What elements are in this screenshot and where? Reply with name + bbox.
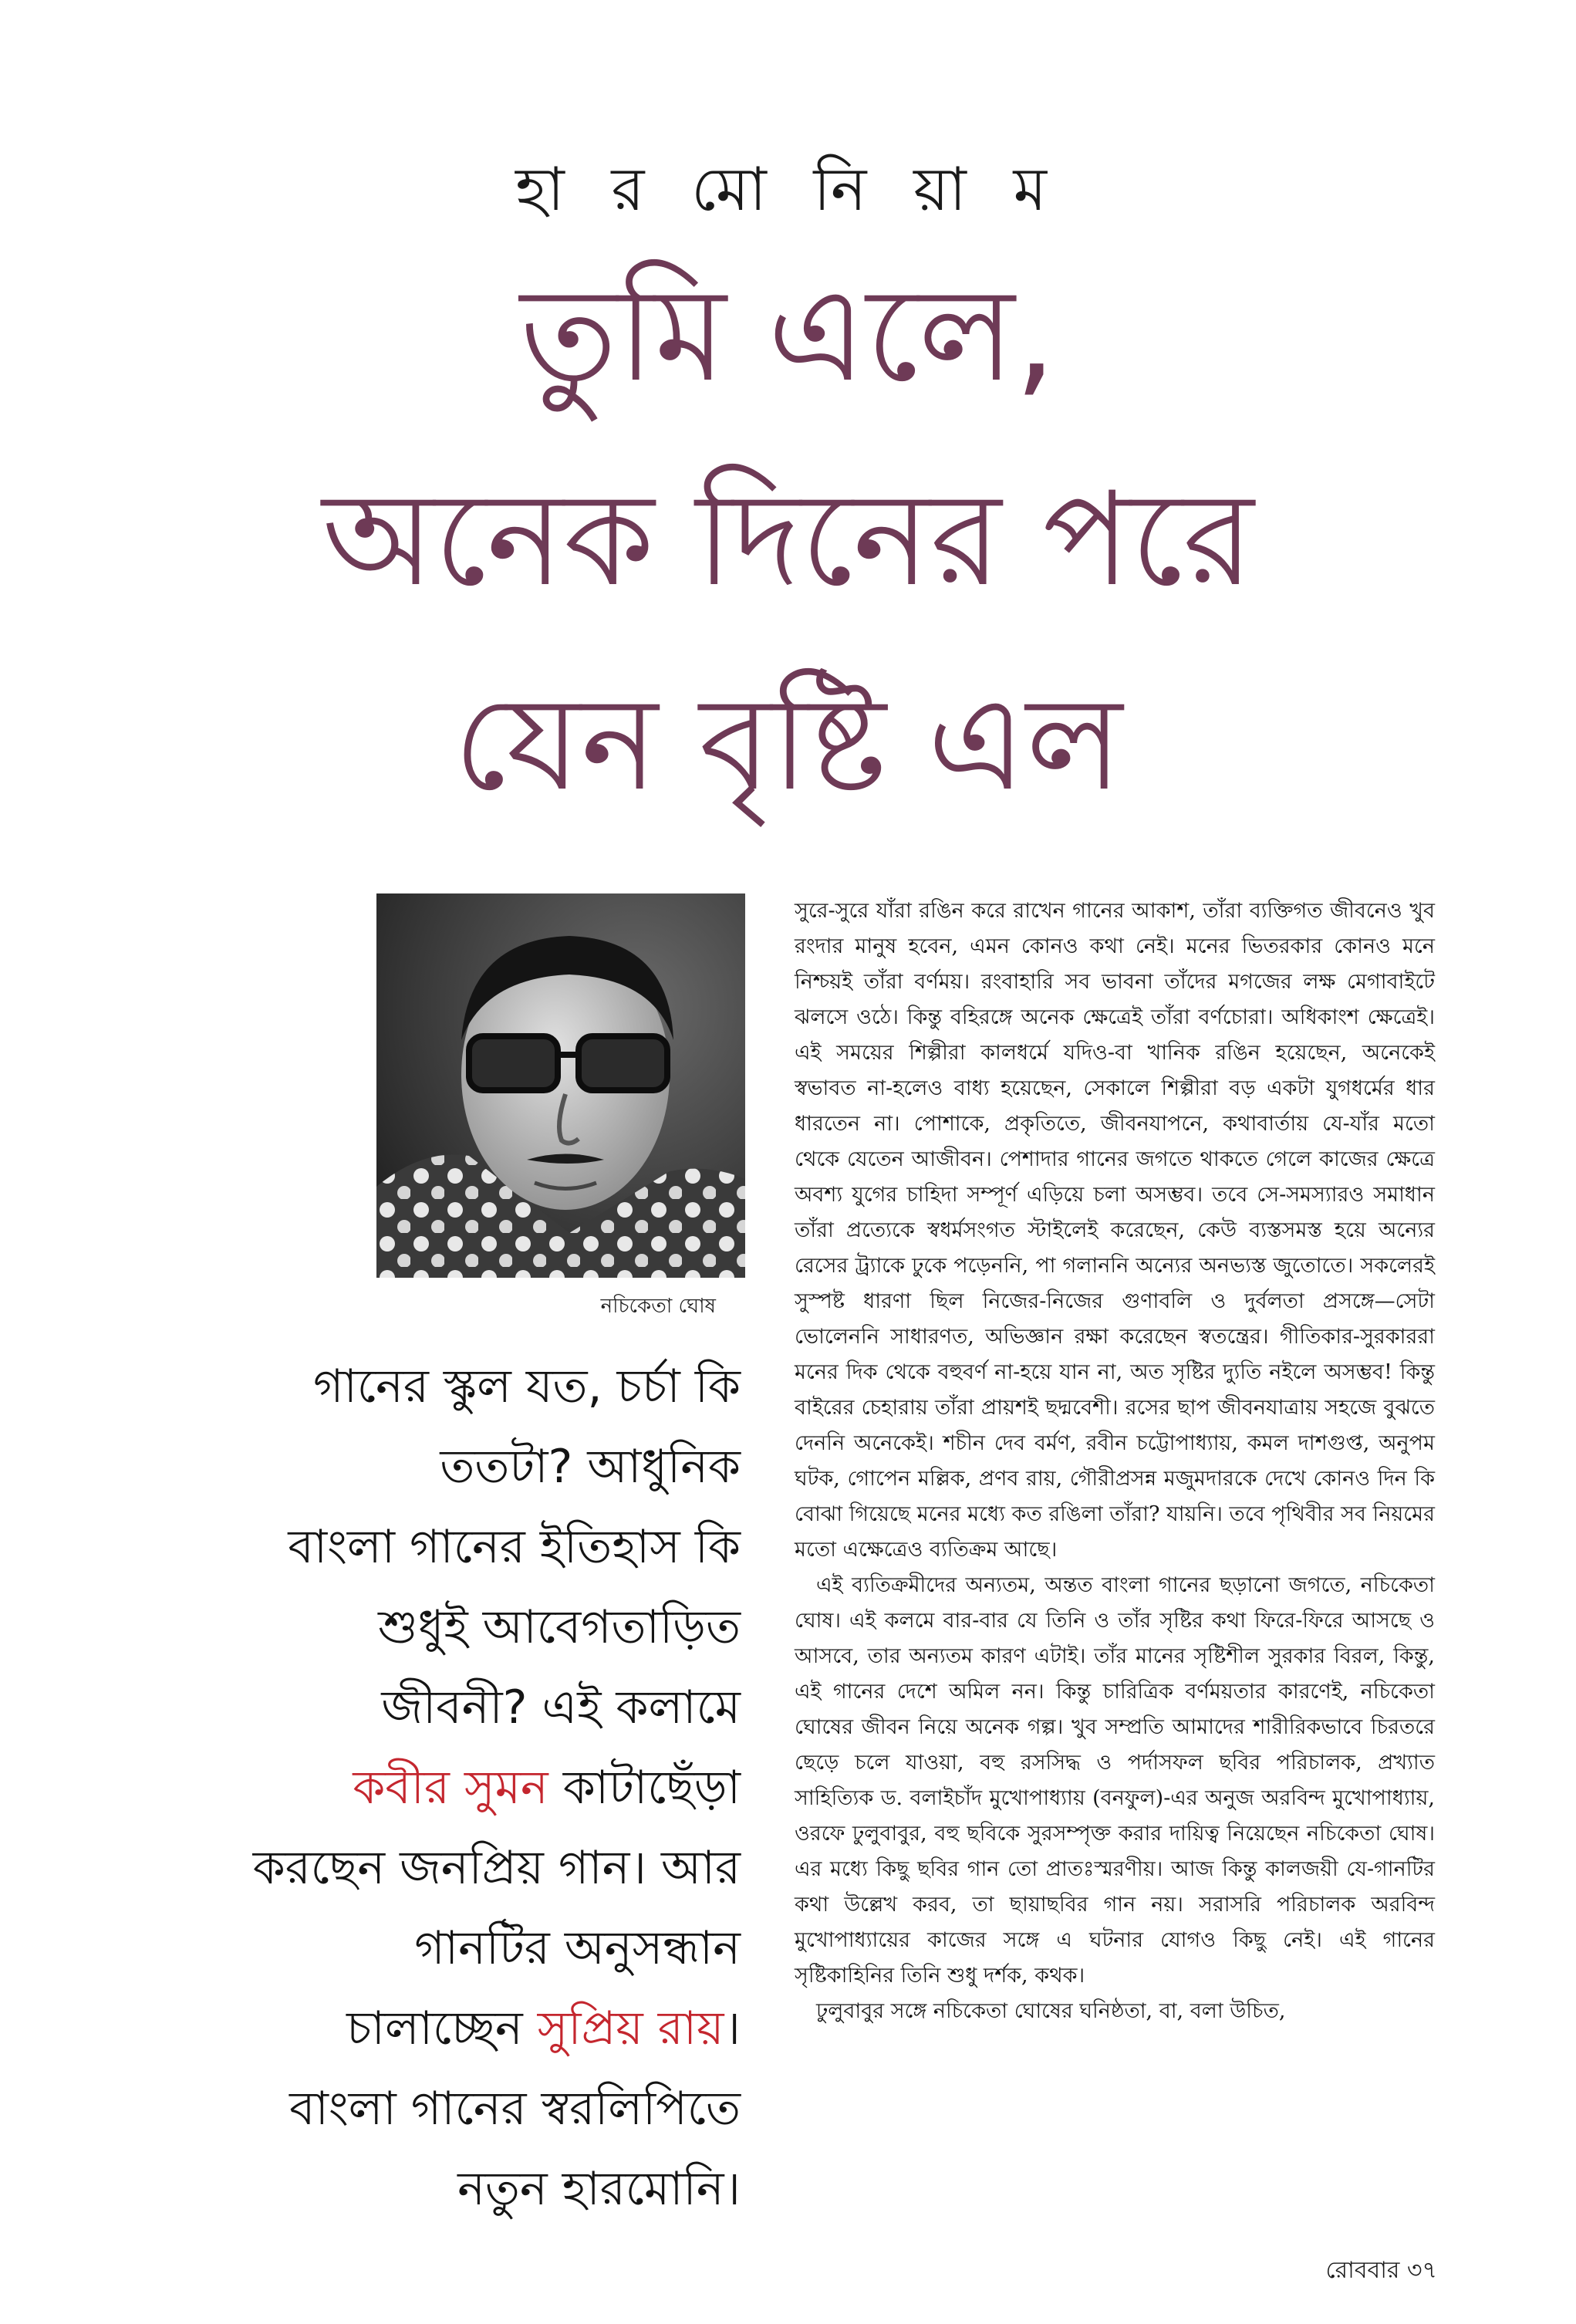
author-name: কবীর সুমন — [353, 1761, 548, 1815]
standfirst-line: জীবনী? এই কলামে — [381, 1681, 741, 1735]
standfirst-line: শুধুই আবেগতাড়িত — [378, 1600, 741, 1654]
standfirst-line: নতুন হারমোনি। — [457, 2162, 741, 2216]
standfirst-line: ততটা? আধুনিক — [440, 1440, 741, 1494]
standfirst-text: । — [724, 2001, 741, 2055]
standfirst-line: বাংলা গানের ইতিহাস কি — [288, 1520, 741, 1574]
researcher-name: সুপ্রিয় রায় — [537, 2001, 724, 2055]
section-kicker: হা র মো নি য়া ম — [515, 155, 1061, 225]
headline-line-2: অনেক দিনের পরে — [322, 464, 1254, 615]
headline-line-1: তুমি এলে, — [520, 259, 1056, 410]
body-paragraph: সুরে-সুরে যাঁরা রঙিন করে রাখেন গানের আকাশ, তাঁরা ব্যক্তিগত জীবনেও খুব রংদার মানুষ হবেন, এমন কোনও কথা নেই। মনের ভিতরকার কোনও মনে নিশ্চয়ই তাঁরা বর্ণময়। রংবাহারি সব ভাবনা তাঁদের মগজের লক্ষ মেগাবাইটে ঝলসে ওঠে। কিন্তু বহিরঙ্গে অনেক ক্ষেত্রেই তাঁরা বর্ণচোরা। অধিকাংশ ক্ষেত্রেই। এই সময়ের শিল্পীরা কালধর্মে যদিও-বা খানিক রঙিন হয়েছেন, অনেকেই স্বভাবত না-হলেও বাধ্য হয়েছেন, সেকালে শিল্পীরা বড় একটা যুগধর্মের ধার ধারতেন না। পোশাকে, প্রকৃতিতে, জীবনযাপনে, কথাবার্তায় যে-যাঁর মতো থেকে যেতেন আজীবন। পেশাদার গানের জগতে থাকতে গেলে কাজের ক্ষেত্রে অবশ্য যুগের চাহিদা সম্পূর্ণ এড়িয়ে চলা অসম্ভব। তবে সে-সমস্যারও সমাধান তাঁরা প্রত্যেকে স্বধর্মসংগত স্টাইলেই করেছেন, কেউ ব্যস্তসমস্ত হয়ে অন্যের রেসের ট্র্যাকে ঢুকে পড়েননি, পা গলাননি অন্যের অনভ্যস্ত জুতোতে। সকলেরই সুস্পষ্ট ধারণা ছিল নিজের-নিজের গুণাবলি ও দুর্বলতা প্রসঙ্গে—সেটা ভোলেননি সাধারণত, অভিজ্ঞান রক্ষা করেছেন স্বতন্ত্রের। গীতিকার-সুরকাররা মনের দিক থেকে বহুবর্ণ না-হয়ে যান না, অত সৃষ্টির দ্যুতি নইলে অসম্ভব! কিন্তু বাইরের চেহারায় তাঁরা প্রায়শই ছদ্মবেশী। রসের ছাপ জীবনযাত্রায় সহজে বুঝতে দেননি অনেকেই। শচীন দেব বর্মণ, রবীন চট্টোপাধ্যায়, কমল দাশগুপ্ত, অনুপম ঘটক, গোপেন মল্লিক, প্রণব রায়, গৌরীপ্রসন্ন মজুমদারকে দেখে কোনও দিন কি বোঝা গিয়েছে মনের মধ্যে কত রঙিলা তাঁরা? যায়নি। তবে পৃথিবীর সব নিয়মের মতো এক্ষেত্রেও ব্যতিক্রম আছে। — [795, 899, 1435, 1562]
standfirst-line: বাংলা গানের স্বরলিপিতে — [289, 2082, 741, 2136]
article-body — [795, 893, 1435, 2029]
portrait-photo — [376, 893, 745, 1278]
body-paragraph: ঢুলুবাবুর সঙ্গে নচিকেতা ঘোষের ঘনিষ্ঠতা, বা, বলা উচিত, — [816, 1999, 1286, 2023]
page-folio: রোববার ৩৭ — [1325, 2257, 1437, 2284]
standfirst — [154, 1346, 741, 2229]
standfirst-line — [154, 1988, 741, 2069]
standfirst-line: করছেন জনপ্রিয় গান। আর — [252, 1841, 741, 1895]
standfirst-line: গানের স্কুল যত, চর্চা কি — [313, 1360, 741, 1414]
photo-caption: নচিকেতা ঘোষ — [600, 1295, 716, 1318]
portrait-image — [376, 893, 745, 1278]
standfirst-text: চালাচ্ছেন — [346, 2001, 538, 2055]
body-paragraph: এই ব্যতিক্রমীদের অন্যতম, অন্তত বাংলা গানের ছড়ানো জগতে, নচিকেতা ঘোষ। এই কলমে বার-বার যে তিনি ও তাঁর সৃষ্টির কথা ফিরে-ফিরে আসছে ও আসবে, তার অন্যতম কারণ এটাই। তাঁর মানের সৃষ্টিশীল সুরকার বিরল, কিন্তু, এই গানের দেশে অমিল নন। কিন্তু চারিত্রিক বর্ণময়তার কারণেই, নচিকেতা ঘোষের জীবন নিয়ে অনেক গল্প। খুব সম্প্রতি আমাদের শারীরিকভাবে চিরতরে ছেড়ে চলে যাওয়া, বহু রসসিদ্ধ ও পর্দাসফল ছবির পরিচালক, প্রখ্যাত সাহিত্যিক ড. বলাইচাঁদ মুখোপাধ্যায় (বনফুল)-এর অনুজ অরবিন্দ মুখোপাধ্যায়, ওরফে ঢুলুবাবুর, বহু ছবিকে সুরসম্পৃক্ত করার দায়িত্ব নিয়েছেন নচিকেতা ঘোষ। এর মধ্যে কিছু ছবির গান তো প্রাতঃস্মরণীয়। আজ কিন্তু কালজয়ী যে-গানটির কথা উল্লেখ করব, তা ছায়াছবির গান নয়। সরাসরি পরিচালক অরবিন্দ মুখোপাধ্যায়ের কাজের সঙ্গে এ ঘটনার যোগও কিছু নেই। এই গানের সৃষ্টিকাহিনির তিনি শুধু দর্শক, কথক। — [795, 1573, 1435, 1988]
headline-line-3: যেন বৃষ্টি এল — [453, 668, 1123, 819]
standfirst-text: কাটাছেঁড়া — [548, 1761, 741, 1815]
standfirst-line: গানটির অনুসন্ধান — [414, 1921, 741, 1975]
standfirst-line — [154, 1748, 741, 1828]
